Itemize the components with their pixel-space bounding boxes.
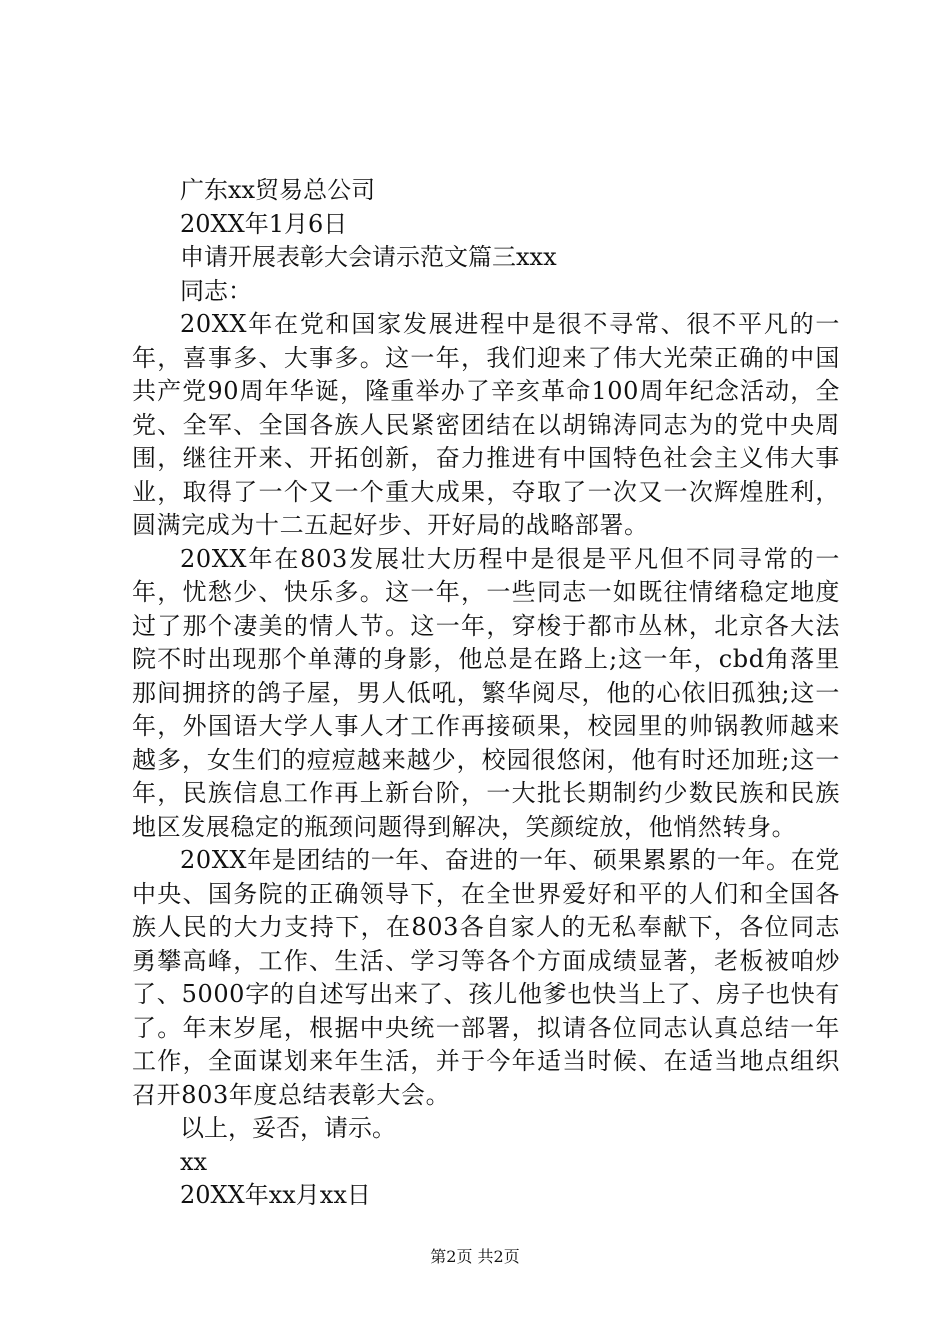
header-date: 20XX年1月6日 xyxy=(180,209,348,238)
company-name: 广东xx贸易总公司 xyxy=(180,176,376,204)
closing-request: 以上，妥否，请示。 xyxy=(180,1114,396,1142)
paragraph-1: 20XX年在党和国家发展进程中是很不寻常、很不平凡的一年，喜事多、大事多。这一年，我们迎来了伟大光荣正确的中国共产党90周年华诞，隆重举办了辛亥革命100周年纪念活动，全党、全军、全国各族人民紧密团结在以胡锦涛同志为的党中央周围，继往开来、开拓创新，奋力推进有中国特色社会主义伟大事业，取得了一个又一个重大成果，夺取了一次又一次辉煌胜利，圆满完成为十二五起好步、开好局的战略部署。 xyxy=(132,310,840,539)
page-footer: 第2页 共2页 xyxy=(430,1247,520,1266)
salutation: 同志： xyxy=(180,276,252,305)
paragraph-3: 20XX年是团结的一年、奋进的一年、硕果累累的一年。在党中央、国务院的正确领导下，在全世界爱好和平的人们和全国各族人民的大力支持下，在803各自家人的无私奉献下，各位同志勇攀高峰，工作、生活、学习等各个方面成绩显著，老板被咱炒了、5000字的自述写出来了、孩儿他爹也快当上了、房子也快有了。年末岁尾，根据中央统一部署，拟请各位同志认真总结一年工作，全面谋划来年生活，并于今年适当时候、在适当地点组织召开803年度总结表彰大会。 xyxy=(132,846,840,1109)
document-body xyxy=(132,174,840,1213)
paragraph-2: 20XX年在803发展壮大历程中是很是平凡但不同寻常的一年，忧愁少、快乐多。这一年，一些同志一如既往情绪稳定地度过了那个凄美的情人节。这一年，穿梭于都市丛林，北京各大法院不时出现那个单薄的身影，他总是在路上;这一年，cbd角落里那间拥挤的鸽子屋，男人低吼，繁华阅尽，他的心依旧孤独;这一年，外国语大学人事人才工作再接硕果，校园里的帅锅教师越来越多，女生们的痘痘越来越少，校园很悠闲，他有时还加班;这一年，民族信息工作再上新台阶，一大批长期制约少数民族和民族地区发展稳定的瓶颈问题得到解决，笑颜绽放，他悄然转身。 xyxy=(132,544,840,841)
signature: xx xyxy=(180,1147,208,1176)
closing-date: 20XX年xx月xx日 xyxy=(180,1181,371,1209)
document-title: 申请开展表彰大会请示范文篇三xxx xyxy=(180,243,557,271)
